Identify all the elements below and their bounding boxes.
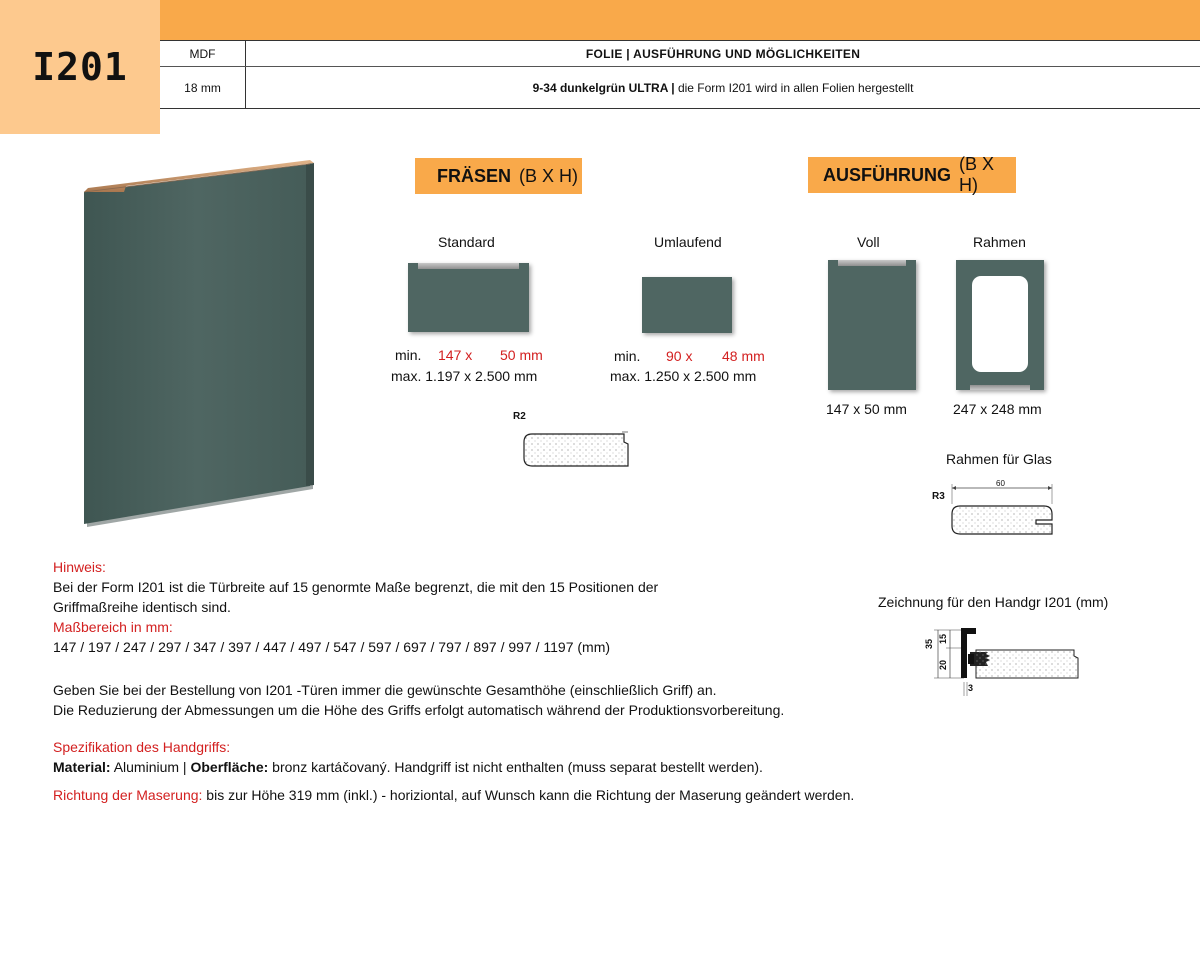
- umlaufend-max: max. 1.250 x 2.500 mm: [610, 368, 757, 384]
- voll-label: Voll: [857, 234, 880, 250]
- grain-label: Richtung der Maserung:: [53, 787, 203, 803]
- material-header: MDF: [160, 41, 246, 66]
- spec-table-value-row: [160, 67, 1200, 108]
- order-line-1: Geben Sie bei der Bestellung von I201 -Türen immer die gewünschte Gesamthöhe (einschließlich Griff) an.: [53, 682, 717, 698]
- rahmen-glass-opening: [972, 276, 1028, 372]
- spec-material-value: Aluminium |: [110, 759, 191, 775]
- grain-direction: [53, 785, 854, 805]
- fraesen-dimension-hint: (B X H): [519, 165, 579, 186]
- handle-dim-total: 35: [924, 638, 934, 649]
- folie-note: die Form I201 wird in allen Folien hergestellt: [674, 80, 914, 95]
- hinweis-label: Hinweis:: [53, 559, 106, 575]
- handle-drawing-title: Zeichnung für den Handgr I201 (mm): [878, 594, 1109, 610]
- umlaufend-label: Umlaufend: [654, 234, 722, 250]
- umlaufend-min-label: min.: [614, 348, 641, 364]
- massbereich-label: Maßbereich in mm:: [53, 619, 173, 635]
- folie-value: [246, 67, 1200, 108]
- handle-spec: [53, 737, 763, 777]
- umlaufend-thumbnail: [642, 277, 732, 333]
- hinweis-line-1: Bei der Form I201 ist die Türbreite auf 15 genormte Maße begrenzt, die mit den 15 Positionen der: [53, 579, 659, 595]
- standard-thumbnail: [408, 263, 529, 332]
- standard-max: max. 1.197 x 2.500 mm: [391, 368, 538, 384]
- ausfuehrung-heading: [808, 154, 1016, 195]
- rahmen-size: 247 x 248 mm: [953, 401, 1042, 417]
- handle-dim-thickness: 3: [968, 683, 974, 693]
- rahmen-glas-radius: R3: [932, 491, 945, 502]
- fraesen-heading: [415, 158, 582, 194]
- rahmen-label: Rahmen: [973, 234, 1026, 250]
- product-code-box: [0, 0, 160, 134]
- thickness-value: 18 mm: [160, 67, 246, 108]
- r2-profile-drawing: [518, 424, 630, 470]
- voll-thumbnail: [828, 260, 916, 390]
- spec-label: Spezifikation des Handgriffs:: [53, 739, 231, 755]
- folie-header: FOLIE | AUSFÜHRUNG UND MÖGLICHKEITEN: [585, 46, 861, 61]
- header-band: [160, 0, 1200, 40]
- standard-min-label: min.: [395, 347, 422, 363]
- spec-table-header-row: [160, 41, 1200, 67]
- handle-dim-bottom: 20: [938, 659, 948, 670]
- rahmen-glas-width: 60: [996, 479, 1005, 488]
- rahmen-glas-label: Rahmen für Glas: [946, 451, 1052, 467]
- standard-min-height: 50 mm: [500, 347, 543, 363]
- voll-handle: [838, 260, 906, 266]
- hinweis-line-2: Griffmaßreihe identisch sind.: [53, 599, 231, 615]
- standard-min-width: 147 x: [438, 347, 473, 363]
- notes-block: [53, 557, 658, 657]
- standard-handle: [418, 263, 519, 269]
- grain-value: bis zur Höhe 319 mm (inkl.) - horiziontal, auf Wunsch kann die Richtung der Maserung geändert werden.: [202, 787, 855, 803]
- massbereich-values: 147 / 197 / 247 / 297 / 347 / 397 / 447 / 497 / 547 / 597 / 697 / 797 / 897 / 997 / 1197 (mm): [53, 639, 611, 655]
- standard-label: Standard: [438, 234, 495, 250]
- spec-table: [160, 40, 1200, 109]
- handle-dim-top: 15: [938, 633, 948, 644]
- spec-surface-value: bronz kartáčovaný. Handgriff ist nicht enthalten (muss separat bestellt werden).: [268, 759, 763, 775]
- product-code: I201: [32, 45, 128, 89]
- umlaufend-min-width: 90 x: [666, 348, 693, 364]
- ausfuehrung-title: AUSFÜHRUNG: [823, 164, 951, 185]
- order-line-2: Die Reduzierung der Abmessungen um die Höhe des Griffs erfolgt automatisch während der Produktionsvorbereitung.: [53, 702, 785, 718]
- ausfuehrung-dimension-hint: (B X H): [959, 154, 995, 195]
- folie-color: 9-34 dunkelgrün ULTRA |: [532, 80, 675, 95]
- spec-line: [53, 757, 763, 777]
- voll-size: 147 x 50 mm: [826, 401, 907, 417]
- rahmen-thumbnail: [956, 260, 1044, 390]
- r2-profile-label: R2: [513, 411, 526, 422]
- order-notes: [53, 680, 784, 720]
- rahmen-handle: [970, 385, 1030, 390]
- door-product-image: [70, 150, 330, 530]
- spec-material-label: Material:: [53, 759, 111, 775]
- spec-surface-label: Oberfläche:: [190, 759, 269, 775]
- fraesen-title: FRÄSEN: [437, 165, 512, 186]
- umlaufend-min-height: 48 mm: [722, 348, 765, 364]
